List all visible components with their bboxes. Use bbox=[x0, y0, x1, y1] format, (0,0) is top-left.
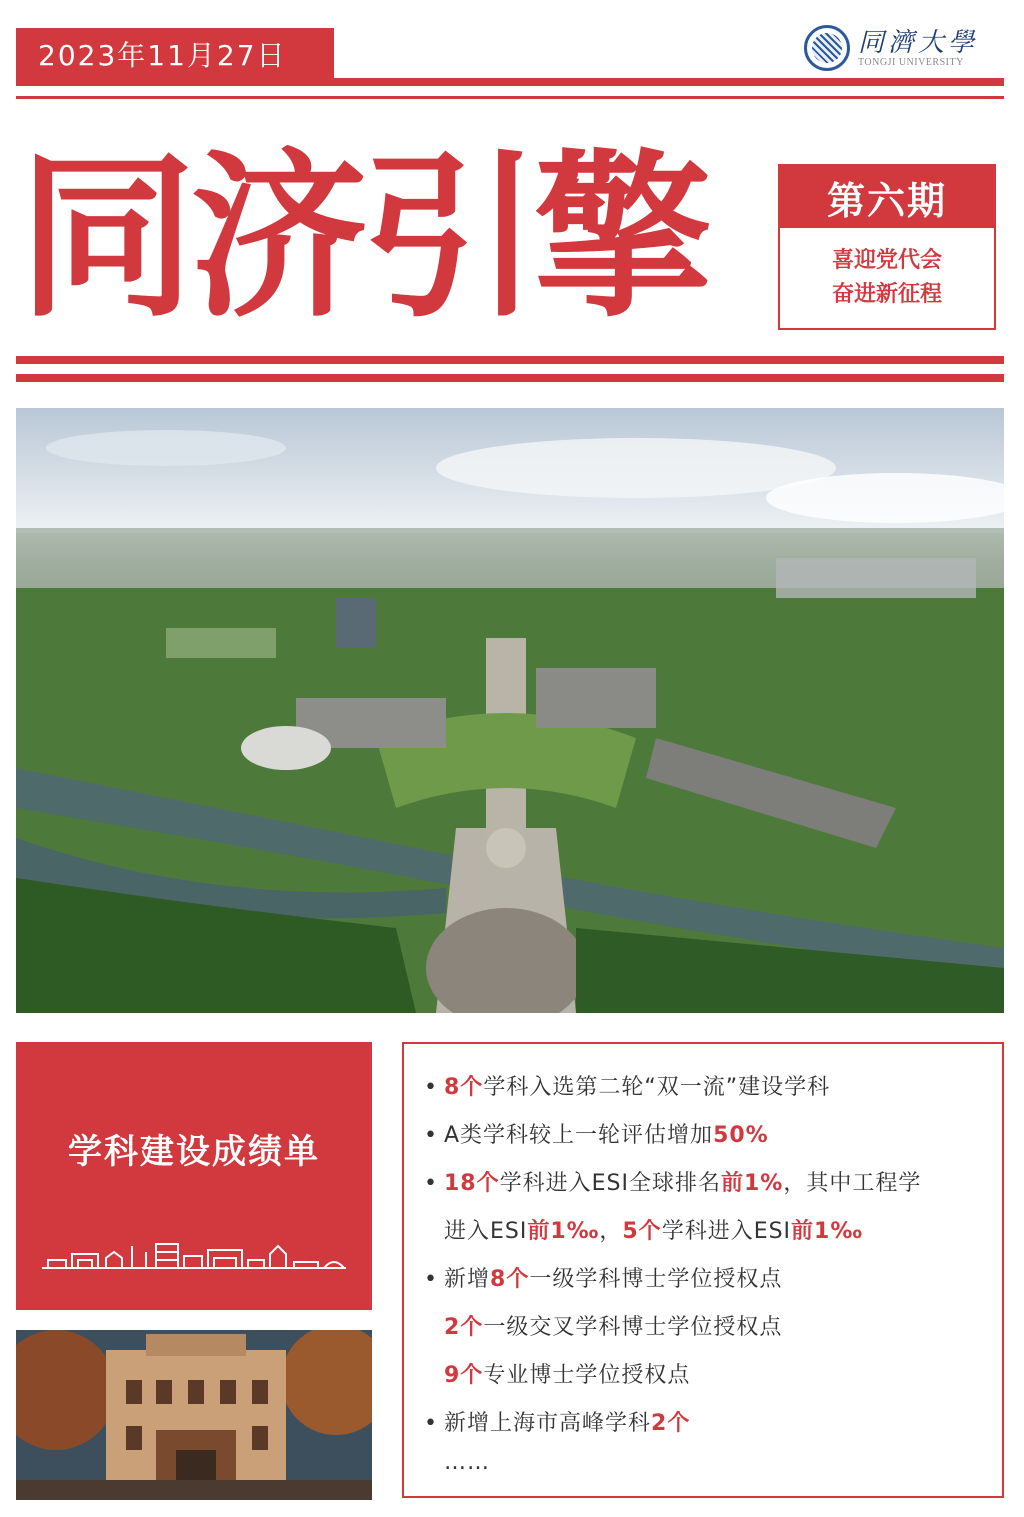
list-ellipsis: …… bbox=[444, 1450, 490, 1475]
date-banner bbox=[16, 28, 334, 80]
header-rule bbox=[16, 78, 1004, 86]
subject-panel bbox=[16, 1042, 372, 1310]
list-item: • 8个学科入选第二轮“双一流”建设学科 bbox=[424, 1075, 831, 1100]
list-item-continued: 2个一级交叉学科博士学位授权点 bbox=[444, 1315, 783, 1340]
issue-box bbox=[778, 164, 996, 330]
masthead-rule bbox=[16, 356, 1004, 364]
achievements-list bbox=[402, 1042, 1004, 1498]
slogan-line-2: 奋进新征程 bbox=[831, 282, 942, 307]
campus-building-photo bbox=[16, 1330, 372, 1500]
university-seal-icon bbox=[804, 25, 850, 71]
list-item: • 18个学科进入ESI全球排名前1%，其中工程学 bbox=[424, 1171, 922, 1196]
issue-date: 2023年11月27日 bbox=[38, 39, 287, 72]
campus-aerial-photo bbox=[16, 408, 1004, 1013]
list-item: • A类学科较上一轮评估增加50% bbox=[424, 1123, 769, 1148]
logo-name-cn: 同濟大學 bbox=[858, 27, 979, 58]
issue-number: 第六期 bbox=[780, 166, 994, 228]
university-logo bbox=[804, 24, 1004, 72]
header-rule-thin bbox=[16, 96, 1004, 99]
list-item: • 新增8个一级学科博士学位授权点 bbox=[424, 1267, 783, 1292]
logo-name-en: TONGJI UNIVERSITY bbox=[858, 56, 964, 68]
subject-title: 学科建设成绩单 bbox=[68, 1132, 320, 1172]
list-item: • 新增上海市高峰学科2个 bbox=[424, 1411, 691, 1436]
campus-skyline-icon bbox=[42, 1238, 346, 1272]
masthead-title: 同济引擎 bbox=[18, 138, 706, 338]
list-item-continued: 9个专业博士学位授权点 bbox=[444, 1363, 691, 1388]
slogan-line-1: 喜迎党代会 bbox=[831, 248, 942, 273]
list-item-continued: 进入ESI前1‰，5个学科进入ESI前1‰ bbox=[444, 1219, 864, 1244]
masthead-rule-2 bbox=[16, 374, 1004, 382]
issue-slogan bbox=[780, 228, 994, 328]
